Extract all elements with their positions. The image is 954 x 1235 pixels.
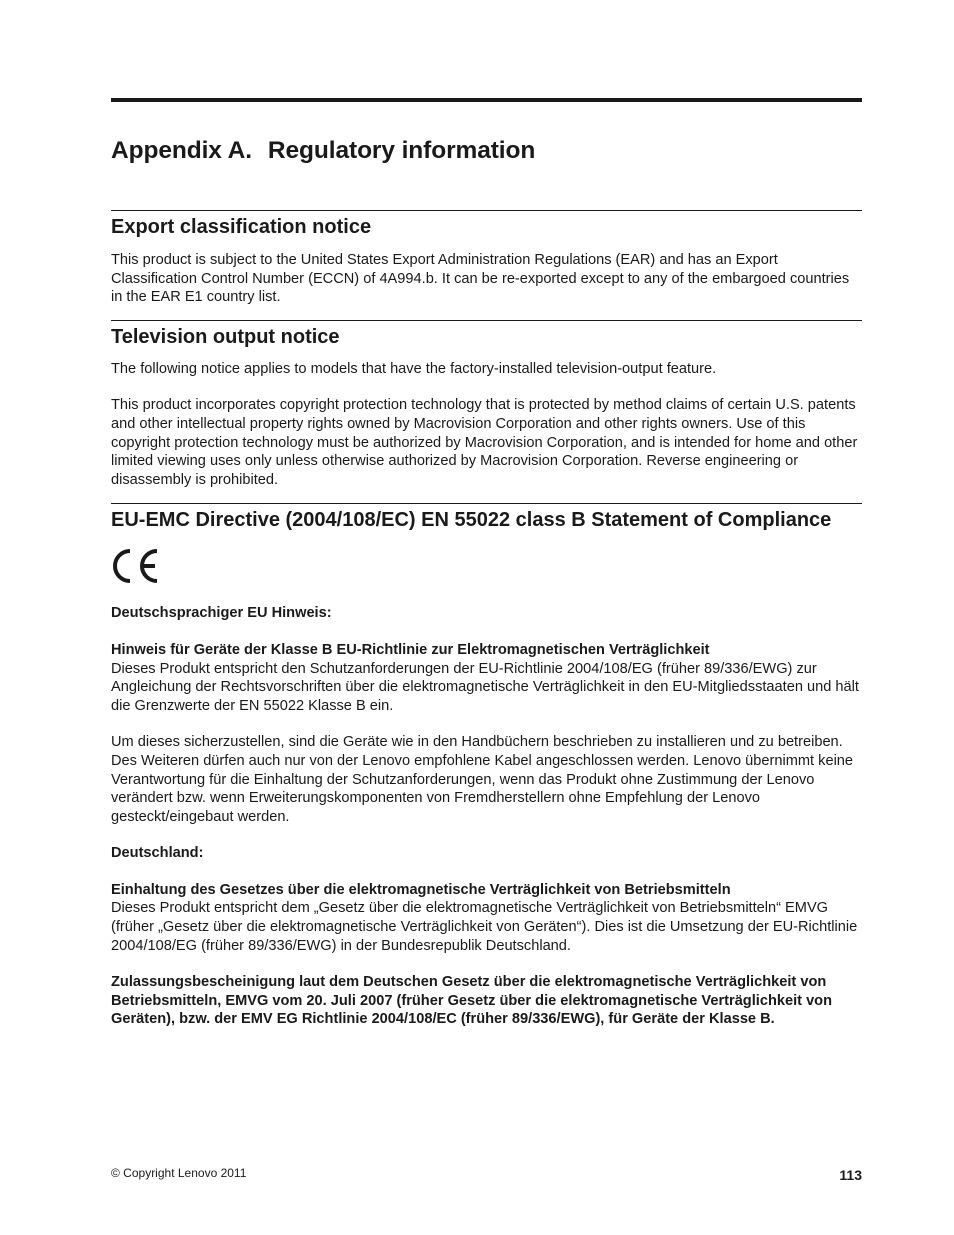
- deutschland-heading: Deutschland:: [111, 845, 204, 862]
- footer-copyright: © Copyright Lenovo 2011: [111, 1166, 247, 1180]
- um-dieses-paragraph: Um dieses sicherzustellen, sind die Geräte wie in den Handbüchern beschrieben zu installieren und zu betreiben. Des Weiteren dürfen auch nur von der Lenovo empfohlene Kabel angeschlossen werden. Lenovo übernimmt keine Verantwortung für die Einhaltung der Schutzanforderungen, wenn das Produkt ohne Zustimmung der Lenovo verändert bzw. wenn Erweiterungskomponenten von Fremdherstellern ohne Empfehlung der Lenovo gesteckt/eingebaut werden.: [111, 734, 854, 825]
- chapter-label: Appendix A.: [111, 137, 252, 164]
- einhaltung-body: Dieses Produkt entspricht dem „Gesetz über die elektromagnetische Verträglichkeit von Betriebsmitteln“ EMVG (früher „Gesetz über die elektromagnetische Verträglichkeit von Geräten“). Dies ist die Umsetzung der EU-Richtlinie 2004/108/EG (früher 89/336/EWG) in der Bundesrepublik Deutschland.: [111, 900, 858, 954]
- section-rule: [111, 320, 862, 321]
- page-number: 113: [839, 1167, 862, 1183]
- chapter-top-rule: [111, 98, 862, 102]
- section-rule: [111, 503, 862, 504]
- chapter-title: [111, 136, 862, 166]
- page-content: [111, 98, 862, 1029]
- television-intro: The following notice applies to models that have the factory-installed television-output feature.: [111, 360, 717, 377]
- television-heading: Television output notice: [111, 325, 340, 348]
- section-rule: [111, 210, 862, 211]
- export-body: This product is subject to the United States Export Administration Regulations (EAR) and has an Export Classification Control Number (ECCN) of 4A994.b. It can be re-exported except to any of the embargoed countries in the EAR E1 country list.: [111, 252, 850, 306]
- television-body: This product incorporates copyright protection technology that is protected by method claims of certain U.S. patents and other intellectual property rights owned by Macrovision Corporation and other rights owners. Use of this copyright protection technology must be authorized by Macrovision Corporation, and is intended for home and other limited viewing uses only unless otherwise authorized by Macrovision Corporation. Reverse engineering or disassembly is prohibited.: [111, 397, 858, 488]
- hinweis-body: Dieses Produkt entspricht den Schutzanforderungen der EU-Richtlinie 2004/108/EG (früher 89/336/EWG) zur Angleichung der Rechtsvorschriften über die elektromagnetische Verträglichkeit in den EU-Mitgliedsstaaten und hält die Grenzwerte der EN 55022 Klasse B ein.: [111, 660, 859, 714]
- einhaltung-title: Einhaltung des Gesetzes über die elektromagnetische Verträglichkeit von Betriebsmitteln: [111, 881, 731, 898]
- zulassung-paragraph: Zulassungsbescheinigung laut dem Deutschen Gesetz über die elektromagnetische Verträglichkeit von Betriebsmitteln, EMVG vom 20. Juli 2007 (früher Gesetz über die elektromagnetische Verträglichkeit von Geräten), bzw. der EMV EG Richtlinie 2004/108/EC (früher 89/336/EWG), für Geräte der Klasse B.: [111, 974, 833, 1028]
- chapter-title-text: Regulatory information: [267, 137, 536, 164]
- ce-mark-icon: [111, 548, 159, 584]
- de-eu-heading: Deutschsprachiger EU Hinweis:: [111, 605, 332, 622]
- export-heading: Export classification notice: [111, 216, 372, 238]
- eu-heading: EU-EMC Directive (2004/108/EC) EN 55022 class B Statement of Compliance: [111, 509, 832, 532]
- hinweis-title: Hinweis für Geräte der Klasse B EU-Richtlinie zur Elektromagnetischen Verträglichkeit: [111, 641, 710, 658]
